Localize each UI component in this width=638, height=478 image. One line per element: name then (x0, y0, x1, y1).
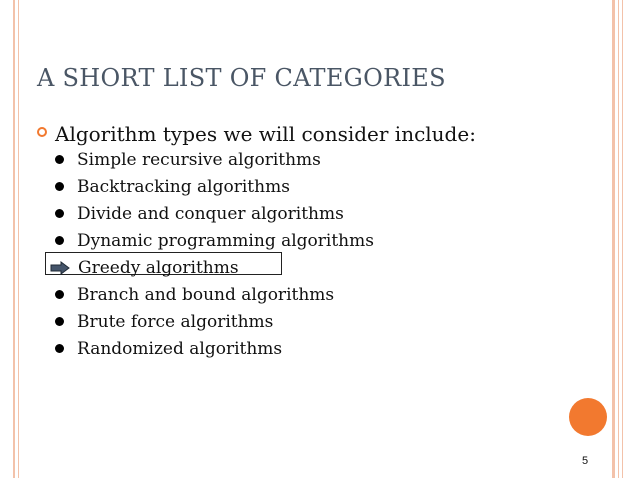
bullet-dot-icon (55, 317, 64, 326)
category-list (48, 146, 374, 362)
list-item-label: Branch and bound algorithms (77, 284, 335, 305)
list-item (48, 173, 374, 200)
list-item-highlighted (48, 254, 374, 281)
bullet-dot-icon (55, 236, 64, 245)
bullet-dot-icon (55, 155, 64, 164)
page-number: 5 (582, 455, 589, 467)
bullet-dot-icon (55, 344, 64, 353)
list-item (48, 146, 374, 173)
bullet-dot-icon (55, 290, 64, 299)
list-item (48, 335, 374, 362)
list-item-label: Brute force algorithms (77, 311, 274, 332)
right-border-band (612, 0, 615, 478)
list-item-label: Randomized algorithms (77, 338, 283, 359)
right-border-line (622, 0, 623, 478)
list-item-label: Backtracking algorithms (77, 176, 290, 197)
list-item (48, 281, 374, 308)
list-item-label: Dynamic programming algorithms (77, 230, 374, 251)
list-item-label: Simple recursive algorithms (77, 149, 321, 170)
right-border-line (618, 0, 619, 478)
main-bullet-text: Algorithm types we will consider include: (55, 122, 476, 146)
ring-bullet-icon (37, 127, 47, 137)
left-border-line (18, 0, 19, 478)
list-item (48, 200, 374, 227)
decorative-orange-circle (569, 398, 607, 436)
slide-title: A SHORT LIST OF CATEGORIES (37, 64, 446, 92)
list-item (48, 227, 374, 254)
left-border-band (13, 0, 15, 478)
list-item-label: Divide and conquer algorithms (77, 203, 344, 224)
arrow-right-icon (50, 261, 70, 275)
main-bullet (37, 122, 476, 146)
list-item-label: Greedy algorithms (78, 257, 239, 278)
list-item (48, 308, 374, 335)
bullet-dot-icon (55, 209, 64, 218)
bullet-dot-icon (55, 182, 64, 191)
